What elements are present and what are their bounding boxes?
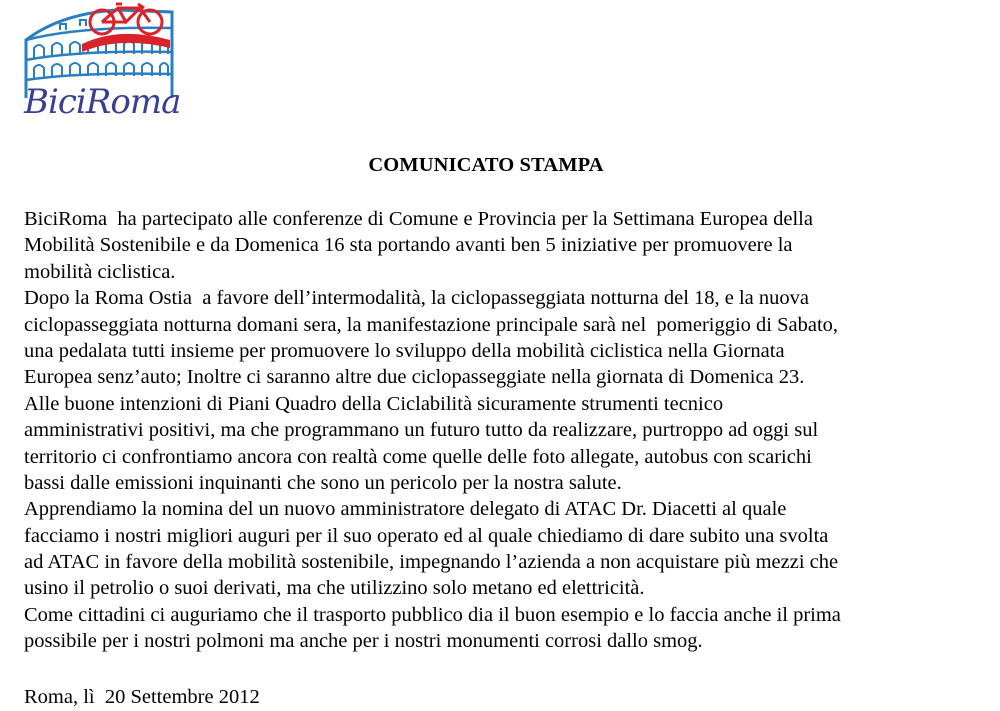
body-line: Alle buone intenzioni di Piani Quadro della Ciclabilità sicuramente strumenti tecnico	[24, 392, 724, 415]
body-line: possibile per i nostri polmoni ma anche per i nostri monumenti corrosi dallo smog.	[24, 630, 703, 653]
body-line: amministrativi positivi, ma che programmano un futuro tutto da realizzare, purtroppo ad oggi sul	[24, 419, 819, 442]
body-line: Europea senz’auto; Inoltre ci saranno altre due ciclopasseggiate nella giornata di Domenica 23.	[24, 366, 805, 389]
body-line: ad ATAC in favore della mobilità sostenibile, impegnando l’azienda a non acquistare più mezzi che	[24, 551, 839, 574]
page-title: COMUNICATO STAMPA	[368, 154, 604, 176]
body-line: mobilità ciclistica.	[24, 260, 176, 283]
body-line: territorio ci confrontiamo ancora con realtà come quelle delle foto allegate, autobus con scarichi	[24, 445, 812, 468]
body-line: Dopo la Roma Ostia a favore dell’intermodalità, la ciclopasseggiata notturna del 18, e la nuova	[24, 287, 810, 310]
biciroma-logo	[20, 0, 182, 130]
body-line: Apprendiamo la nomina del un nuovo amministratore delegato di ATAC Dr. Diacetti al quale	[24, 498, 787, 521]
body-line: Come cittadini ci auguriamo che il trasporto pubblico dia il buon esempio e lo faccia anche il prima	[24, 603, 841, 626]
body-line: usino il petrolio o suoi derivati, ma che utilizzino solo metano ed elettricità.	[24, 577, 645, 600]
body-line: bassi dalle emissioni inquinanti che sono un pericolo per la nostra salute.	[24, 471, 622, 494]
body-line: Mobilità Sostenibile e da Domenica 16 sta portando avanti ben 5 iniziative per promuovere la	[24, 234, 793, 257]
body-line: una pedalata tutti insieme per promuovere lo sviluppo della mobilità ciclistica nella Giornata	[24, 339, 785, 362]
body-line: facciamo i nostri migliori auguri per il suo operato ed al quale chiediamo di dare subito una svolta	[24, 524, 829, 547]
signoff-date: Roma, lì 20 Settembre 2012	[24, 686, 260, 708]
body-line: BiciRoma ha partecipato alle conferenze di Comune e Provincia per la Settimana Europea della	[24, 208, 813, 230]
logo-wordmark: BiciRoma	[24, 82, 181, 122]
body-line: ciclopasseggiata notturna domani sera, la manifestazione principale sarà nel pomeriggio di Sabato,	[24, 313, 839, 336]
press-release-body	[24, 206, 996, 655]
